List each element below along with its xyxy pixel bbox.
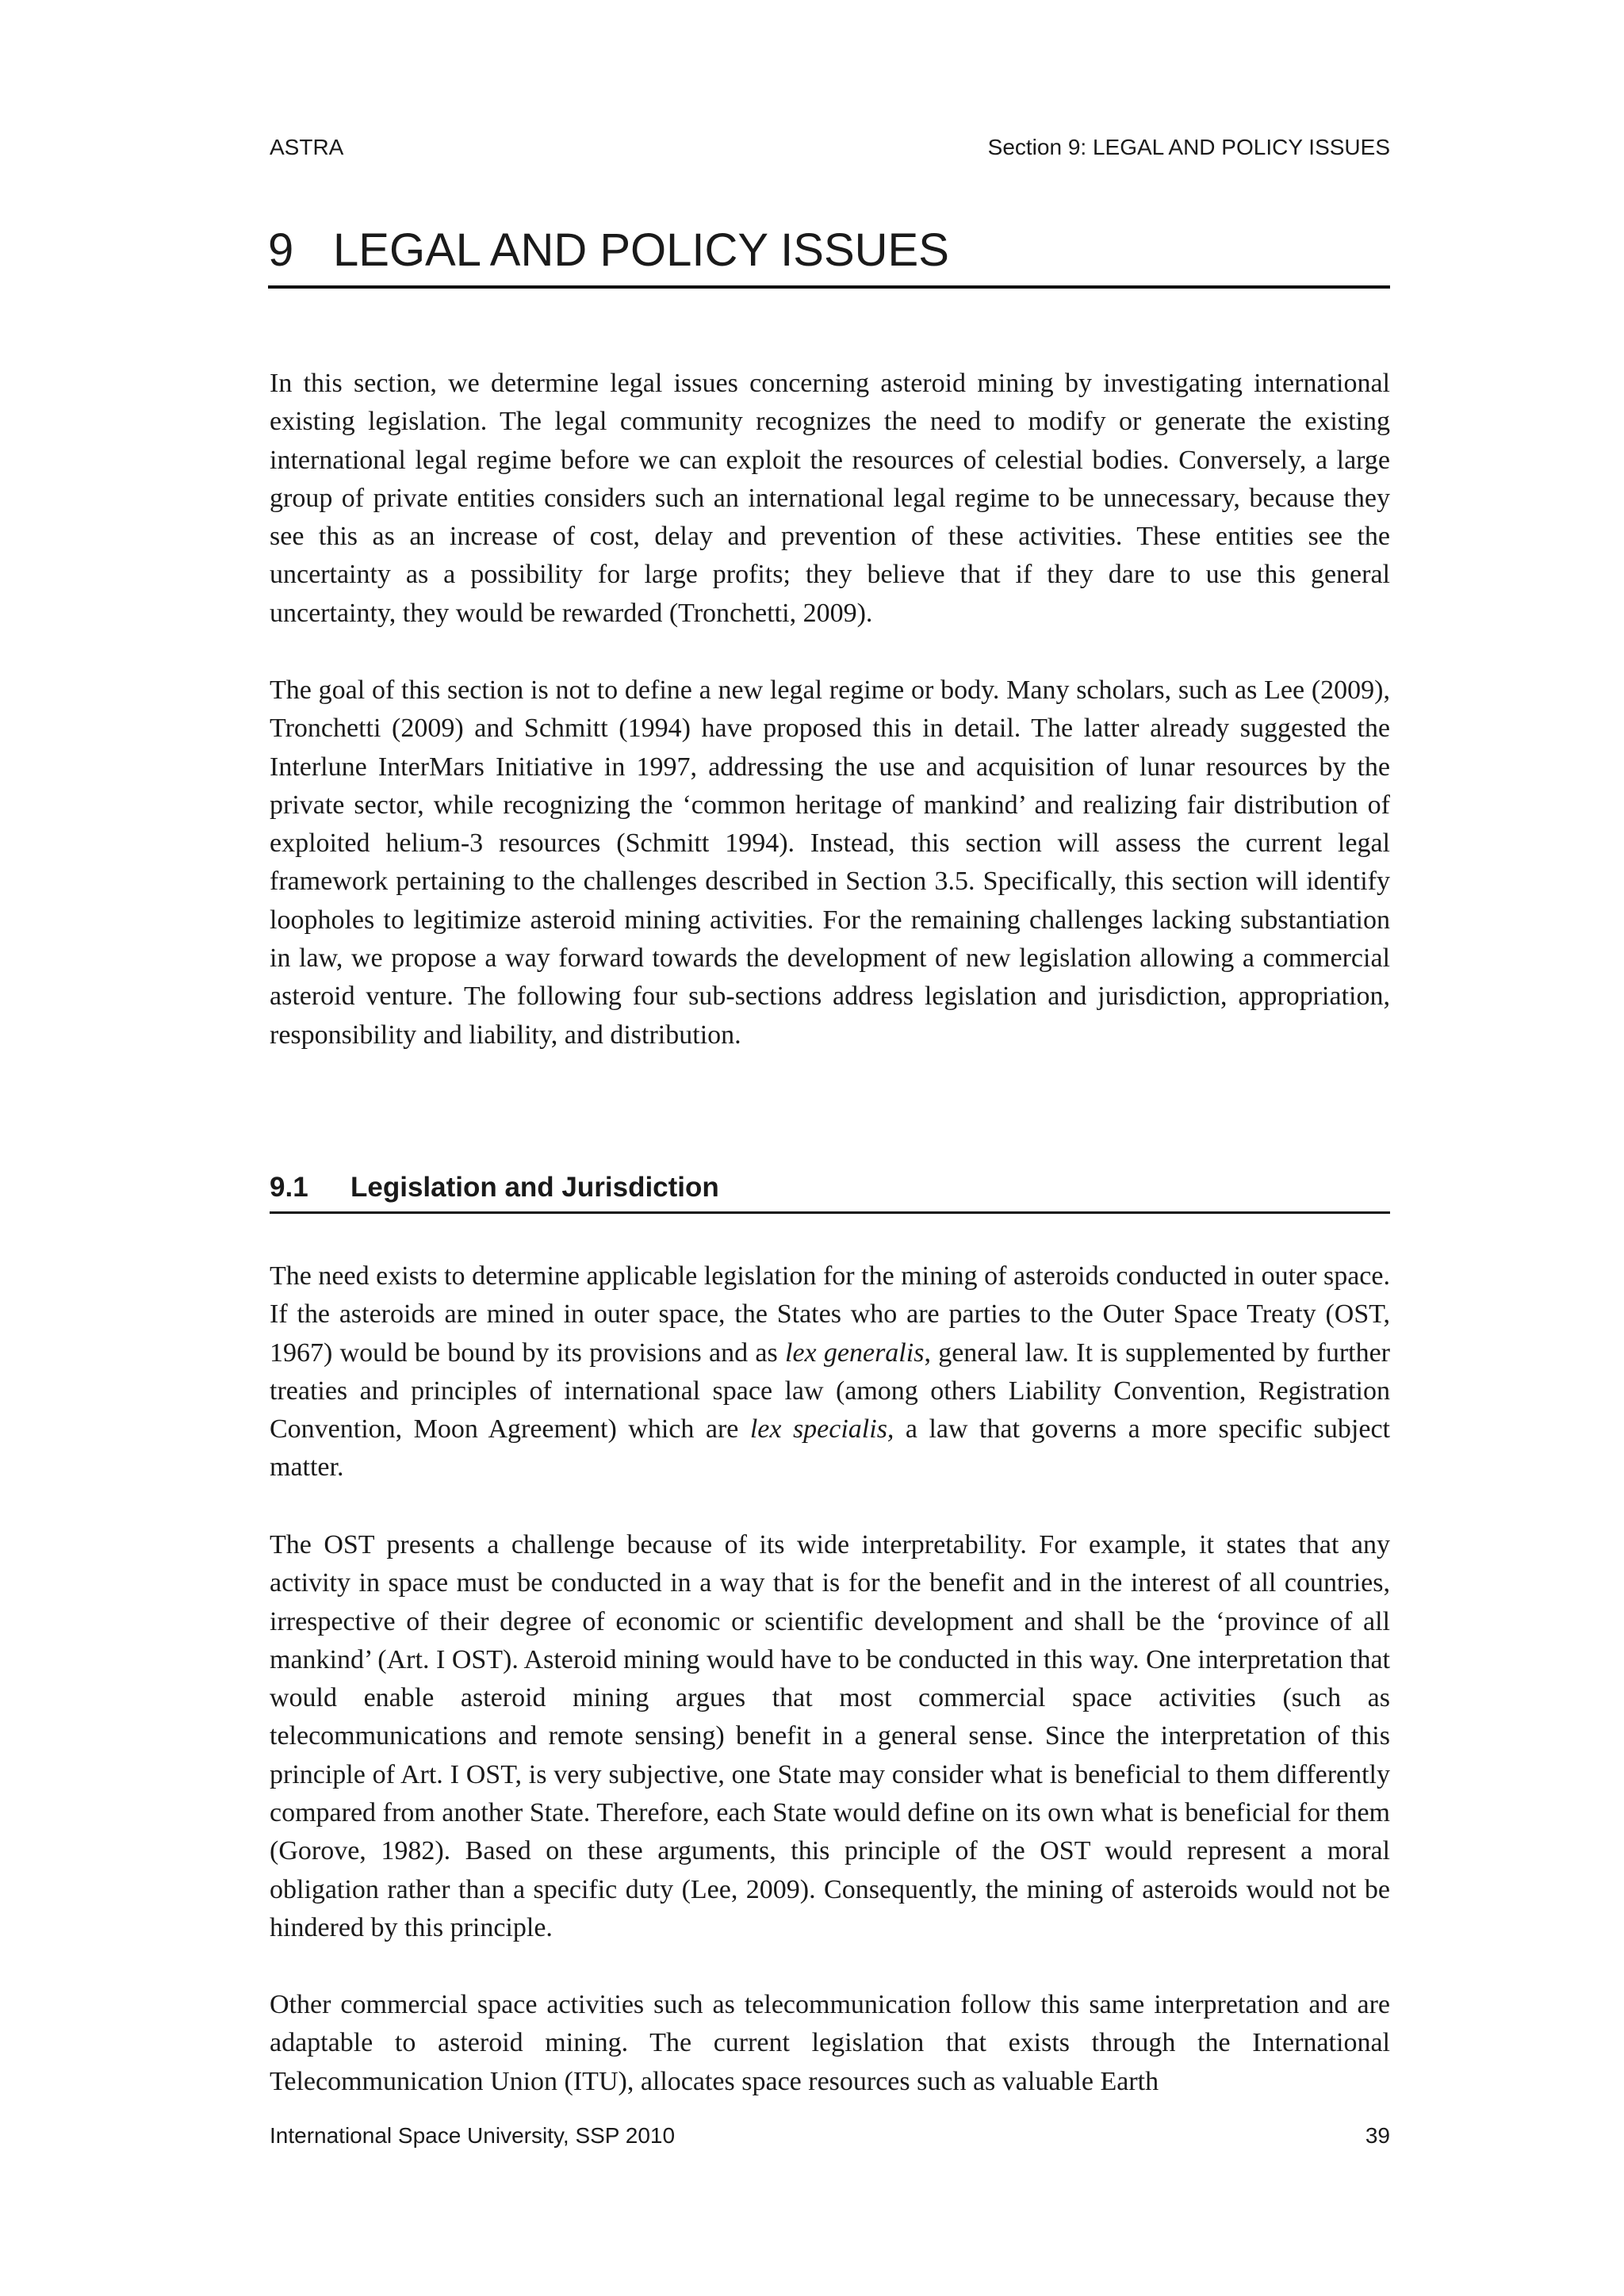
page-number: 39 (1365, 2123, 1390, 2148)
header-title: ASTRA (270, 135, 344, 159)
text-run: a law that governs a more specific subject matter. (270, 1414, 1390, 1483)
intro-paragraph-1: In this section, we determine legal issues concerning asteroid mining by investigating international existing legislation. The legal community recognizes the need to modify or generate the existing international legal regime before we can exploit the resources of celestial bodies. Conversely, a large group of private entities considers such an international legal regime to be unnecessary, because they see this as an increase of cost, delay and prevention of these activities. These entities see the uncertainty as a possibility for large profits; they believe that if they dare to use this general uncertainty, they would be rewarded (Tronchetti, 2009). (270, 369, 1390, 628)
footer-source: International Space University, SSP 2010 (270, 2123, 676, 2148)
italic-term: lex generalis (785, 1337, 925, 1368)
section-title: Legislation and Jurisdiction (350, 1172, 719, 1203)
section-paragraph-1 (270, 1257, 1390, 1487)
chapter-heading (268, 220, 1390, 289)
italic-term: lex specialis, (749, 1414, 894, 1445)
section-paragraph-3: Other commercial space activities such as telecommunication follow this same interpretation and are adaptable to asteroid mining. The current legislation that exists through the International Telecommunication Union (ITU), allocates space resources such as valuable Earth (270, 1990, 1390, 2096)
chapter-number: 9 (268, 224, 294, 276)
text-run: , general law. It is supplemented by further treaties and principles of international space law (among others Liability Convention, Registration Convention, Moon Agreement) which are (270, 1337, 1390, 1445)
section-number: 9.1 (270, 1172, 308, 1203)
intro-paragraph-2: The goal of this section is not to define a new legal regime or body. Many scholars, such as Lee (2009), Tronchetti (2009) and Schmitt (1994) have proposed this in detail. The latter already suggested the Interlune InterMars Initiative in 1997, addressing the use and acquisition of lunar resources by the private sector, while recognizing the ‘common heritage of mankind’ and realizing fair distribution of exploited helium-3 resources (Schmitt 1994). Instead, this section will assess the current legal framework pertaining to the challenges described in Section 3.5. Specifically, this section will identify loopholes to legitimize asteroid mining activities. For the remaining challenges lacking substantiation in law, we propose a way forward towards the development of new legislation allowing a commercial asteroid venture. The following four sub-sections address legislation and jurisdiction, appropriation, responsibility and liability, and distribution. (270, 675, 1390, 1050)
running-footer (270, 2123, 1390, 2155)
running-header (270, 135, 1390, 166)
chapter-title: LEGAL AND POLICY ISSUES (333, 224, 949, 276)
section-heading (270, 1169, 1390, 1214)
section-paragraph-2: The OST presents a challenge because of its wide interpretability. For example, it states that any activity in space must be conducted in a way that is for the benefit and in the interest of all countries, irrespective of their degree of economic or scientific development and shall be the ‘province of all mankind’ (Art. I OST). Asteroid mining would have to be conducted in this way. One interpretation that would enable asteroid mining argues that most commercial space activities (such as telecommunications and remote sensing) benefit in a general sense. Since the interpretation of this principle of Art. I OST, is very subjective, one State may consider what is beneficial to them differently compared from another State. Therefore, each State would define on its own what is beneficial for them (Gorove, 1982). Based on these arguments, this principle of the OST would represent a moral obligation rather than a specific duty (Lee, 2009). Consequently, the mining of asteroids would not be hindered by this principle. (270, 1530, 1390, 1942)
text-run: The need exists to determine applicable legislation for the mining of asteroids conducted in outer space. If the asteroids are mined in outer space, the States who are parties to the Outer Space Treaty (OST, 1967) would be bound by its provisions and as (270, 1261, 1390, 1368)
header-section: Section 9: LEGAL AND POLICY ISSUES (987, 135, 1390, 159)
